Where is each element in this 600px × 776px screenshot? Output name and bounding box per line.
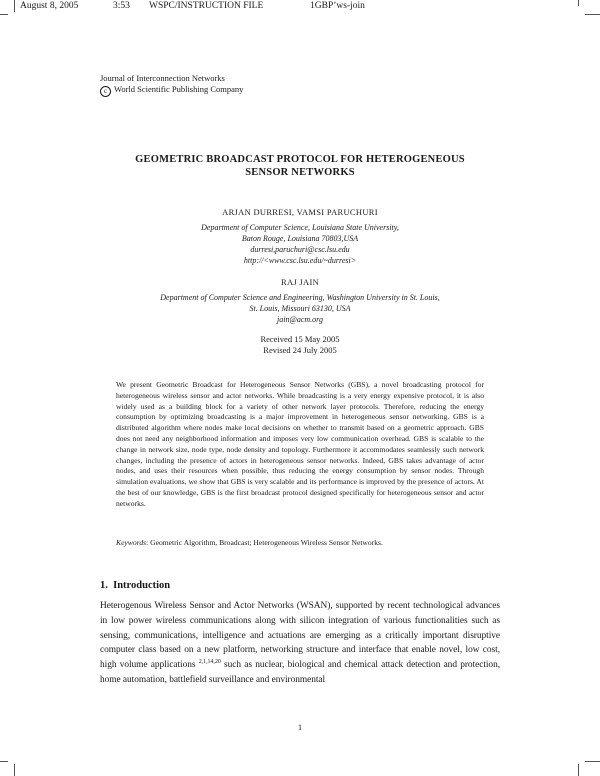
author-names-1: ARJAN DURRESI, VAMSI PARUCHURI — [222, 207, 378, 217]
introduction-paragraph — [100, 599, 500, 688]
crop-mark-bottom-left-v — [14, 764, 15, 776]
section-heading — [100, 580, 170, 591]
running-header — [0, 0, 600, 12]
affiliation-1-line-2: Baton Rouge, Louisiana 70803,USA — [241, 234, 359, 243]
keywords-label: Keywords — [116, 538, 147, 547]
header-file-type: WSPC/INSTRUCTION FILE — [149, 1, 264, 11]
journal-publisher-line — [100, 84, 243, 97]
author-email-1: durresi,paruchuri@csc.lsu.edu — [250, 245, 350, 254]
abstract — [116, 380, 484, 510]
affiliation-2-line-2: St. Louis, Missouri 63130, USA — [249, 304, 351, 313]
abstract-text: We present Geometric Broadcast for Heterogeneous Sensor Networks (GBS), a novel broadcasting protocol for heterogeneous wireless sensor and actor networks. While broadcasting is a very energy expensive protocol, it is also widely used as a building block for a variety of other network layer protocols. Therefore, reducing the energy consumption by optimizing broadcasting is a major improvement in heterogeneous sensor networking. GBS is a distributed algorithm where nodes make local decisions on whether to transmit based on a geometric approach. GBS does not need any neighborhood information and imposes very low communication overhead. GBS is scalable to the change in network size, node type, node density and topology. Furthermore it accommodates seamlessly such network changes, including the presence of actors in heterogeneous sensor networks. Indeed, GBS takes advantage of actor nodes, and uses their resources when possible, thus reducing the energy consumption by sensor nodes. Through simulation evaluations, we show that GBS is very scalable and its performance is improved by the presence of actors. At the best of our knowledge, GBS is the first broadcast protocol designed specifically for heterogeneous sensor and actor networks. — [116, 380, 484, 508]
intro-text-2: such as nuclear, biological and chemical attack detection and protection, home automation, battlefield surveillance and environmental — [100, 660, 501, 685]
affiliation-1-line-1: Department of Computer Science, Louisiana State University, — [201, 223, 399, 232]
author-email-2: jain@acm.org — [277, 315, 323, 324]
section-number: 1. — [100, 580, 108, 591]
citation-superscript: 2,1,14,20 — [198, 659, 221, 666]
crop-mark-top-left-h — [0, 14, 8, 15]
author-url-1: http://<www.csc.lsu.edu/~durresi> — [243, 256, 357, 265]
submission-dates — [60, 334, 540, 356]
header-file-name: 1GBP’ws-join — [310, 1, 365, 11]
keywords — [116, 538, 484, 549]
author-group-1 — [60, 207, 540, 266]
title-line-2: SENSOR NETWORKS — [245, 167, 355, 178]
page-number: 1 — [297, 722, 303, 732]
journal-name: Journal of Interconnection Networks — [100, 73, 225, 83]
section-title: Introduction — [113, 580, 171, 591]
affiliation-2-line-1: Department of Computer Science and Engineering, Washington University in St. Louis, — [160, 293, 440, 302]
keywords-text: : Geometric Algorithm, Broadcast; Heterogeneous Wireless Sensor Networks. — [146, 538, 383, 547]
title-line-1: GEOMETRIC BROADCAST PROTOCOL FOR HETEROGENEOUS — [135, 154, 465, 165]
crop-mark-top-right-h — [585, 14, 600, 15]
crop-mark-bottom-left-h — [0, 761, 8, 762]
intro-text-1: Heterogenous Wireless Sensor and Actor Networks (WSAN), supported by recent technological advances in low power wireless communications along with silicon integration of various functionalities such as sensing, communications, intelligence and actuations are emerging as a critically important disruptive computer class based on a new platform, networking structure and interface that enable novel, low cost, high volume applications — [100, 601, 500, 671]
paper-title — [60, 153, 540, 179]
revised-date: Revised 24 July 2005 — [263, 345, 337, 355]
crop-mark-bottom-right-h — [585, 761, 600, 762]
journal-info — [100, 73, 243, 97]
copyright-icon: c — [100, 86, 111, 97]
header-date: August 8, 2005 — [20, 1, 79, 11]
header-time: 3:53 — [113, 1, 130, 11]
journal-publisher: World Scientific Publishing Company — [114, 84, 244, 94]
author-names-2: RAJ JAIN — [280, 277, 320, 287]
crop-mark-bottom-right-v — [578, 764, 579, 776]
received-date: Received 15 May 2005 — [260, 334, 340, 344]
author-group-2 — [60, 277, 540, 325]
